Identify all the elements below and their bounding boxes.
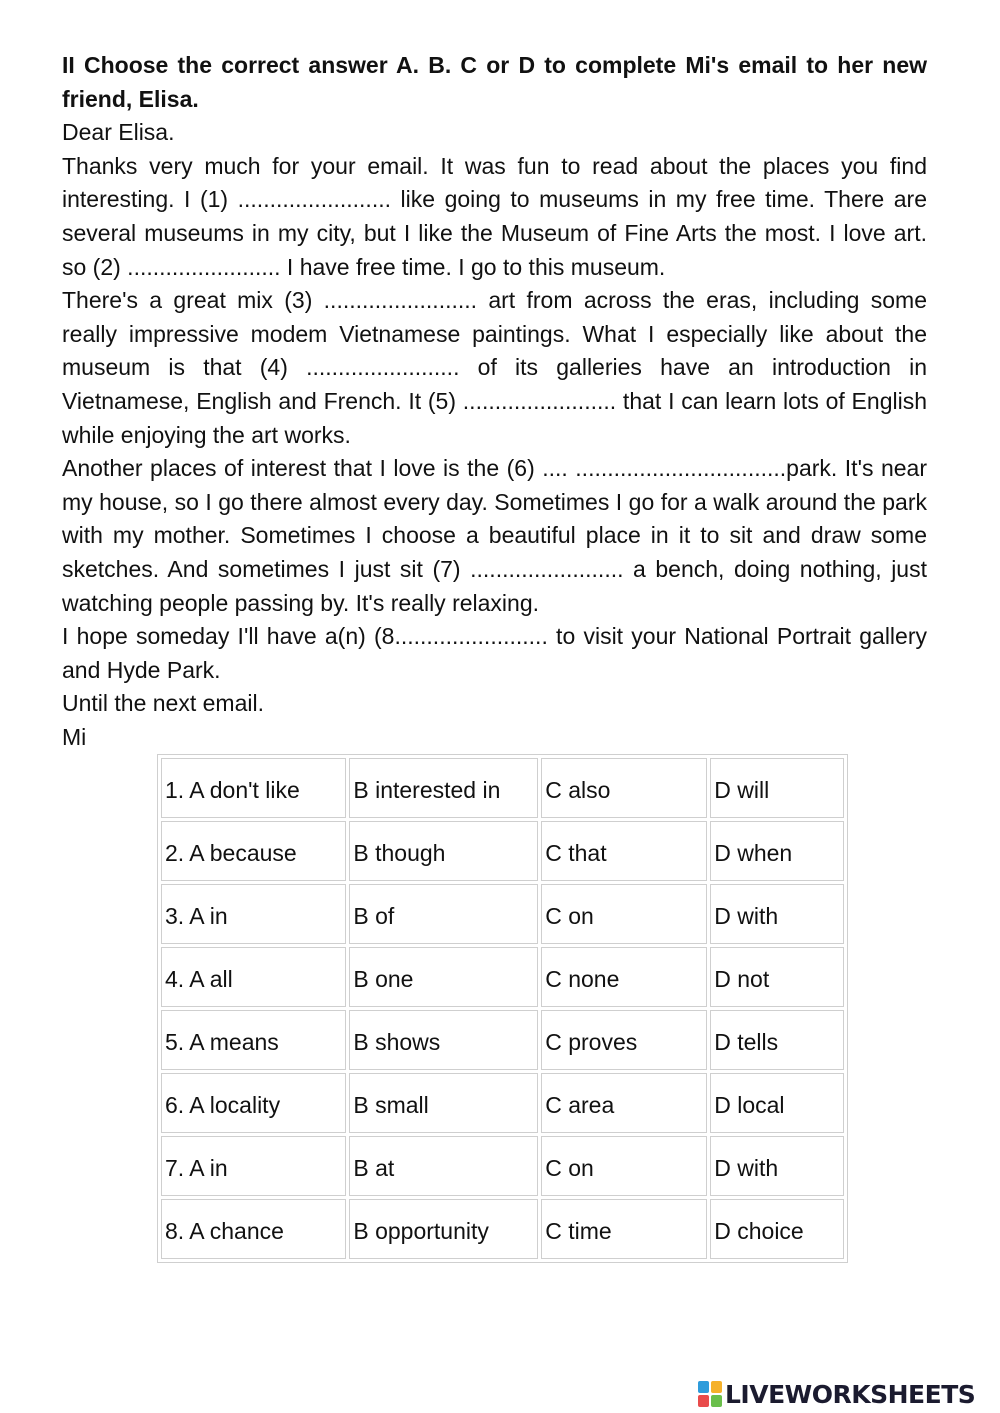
email-signature: Mi: [62, 723, 87, 750]
email-text: [62, 49, 927, 754]
option-a: 3. A in: [161, 884, 346, 944]
option-b: B shows: [349, 1010, 538, 1070]
option-a: 7. A in: [161, 1136, 346, 1196]
option-a: 1. A don't like: [161, 758, 346, 818]
table-row: [161, 1199, 844, 1259]
logo-square-icon: [711, 1381, 722, 1393]
table-row: [161, 821, 844, 881]
table-row: [161, 1136, 844, 1196]
option-c: C area: [541, 1073, 707, 1133]
option-d: D with: [710, 884, 844, 944]
table-row: [161, 1073, 844, 1133]
email-greeting: Dear Elisa.: [62, 119, 175, 146]
liveworksheets-logo[interactable]: [698, 1375, 975, 1413]
table-row: [161, 947, 844, 1007]
table-row: [161, 1010, 844, 1070]
option-a: 4. A all: [161, 947, 346, 1007]
option-b: B at: [349, 1136, 538, 1196]
email-paragraph-3: Another places of interest that I love is the (6) .... .................................park. It's near my house, so I go there almost every day. Sometimes I go for a walk around the park with my mother. Sometimes I choose a beautiful place in it to sit and draw some sketches. And sometimes I just sit (7) ........................ a bench, doing nothing, just watching people passing by. It's really relaxing.: [62, 455, 927, 616]
option-d: D choice: [710, 1199, 844, 1259]
option-c: C on: [541, 1136, 707, 1196]
option-c: C on: [541, 884, 707, 944]
option-b: B small: [349, 1073, 538, 1133]
option-a: 6. A locality: [161, 1073, 346, 1133]
option-d: D not: [710, 947, 844, 1007]
option-a: 8. A chance: [161, 1199, 346, 1259]
logo-square-icon: [698, 1395, 709, 1407]
option-c: C time: [541, 1199, 707, 1259]
option-d: D tells: [710, 1010, 844, 1070]
table-row: [161, 758, 844, 818]
email-paragraph-1: Thanks very much for your email. It was fun to read about the places you find interesting. I (1) ........................ like going to museums in my free time. There are several museums in my city, but I like the Museum of Fine Arts the most. I love art. so (2) ........................ I have free time. I go to this museum.: [62, 152, 927, 280]
logo-square-icon: [711, 1395, 722, 1407]
option-b: B of: [349, 884, 538, 944]
option-c: C that: [541, 821, 707, 881]
answer-options-table: [157, 754, 848, 1263]
exercise-title: II Choose the correct answer A. B. C or D to complete Mi's email to her new friend, Elisa.: [62, 52, 927, 112]
option-d: D when: [710, 821, 844, 881]
option-c: C none: [541, 947, 707, 1007]
option-c: C also: [541, 758, 707, 818]
table-row: [161, 884, 844, 944]
option-d: D with: [710, 1136, 844, 1196]
email-closing: Until the next email.: [62, 690, 264, 717]
option-a: 2. A because: [161, 821, 346, 881]
option-b: B interested in: [349, 758, 538, 818]
option-b: B though: [349, 821, 538, 881]
email-paragraph-2: There's a great mix (3) ........................ art from across the eras, including some really impressive modem Vietnamese paintings. What I especially like about the museum is that (4) ........................ of its galleries have an introduction in Vietnamese, English and French. It (5) ........................ that I can learn lots of English while enjoying the art works.: [62, 287, 927, 448]
option-b: B one: [349, 947, 538, 1007]
liveworksheets-logo-icon: [698, 1381, 722, 1407]
option-d: D local: [710, 1073, 844, 1133]
email-paragraph-4: I hope someday I'll have a(n) (8........................ to visit your National Portrait gallery and Hyde Park.: [62, 623, 927, 683]
logo-text: LIVEWORKSHEETS: [725, 1379, 976, 1409]
option-b: B opportunity: [349, 1199, 538, 1259]
option-d: D will: [710, 758, 844, 818]
option-c: C proves: [541, 1010, 707, 1070]
logo-square-icon: [698, 1381, 709, 1393]
option-a: 5. A means: [161, 1010, 346, 1070]
